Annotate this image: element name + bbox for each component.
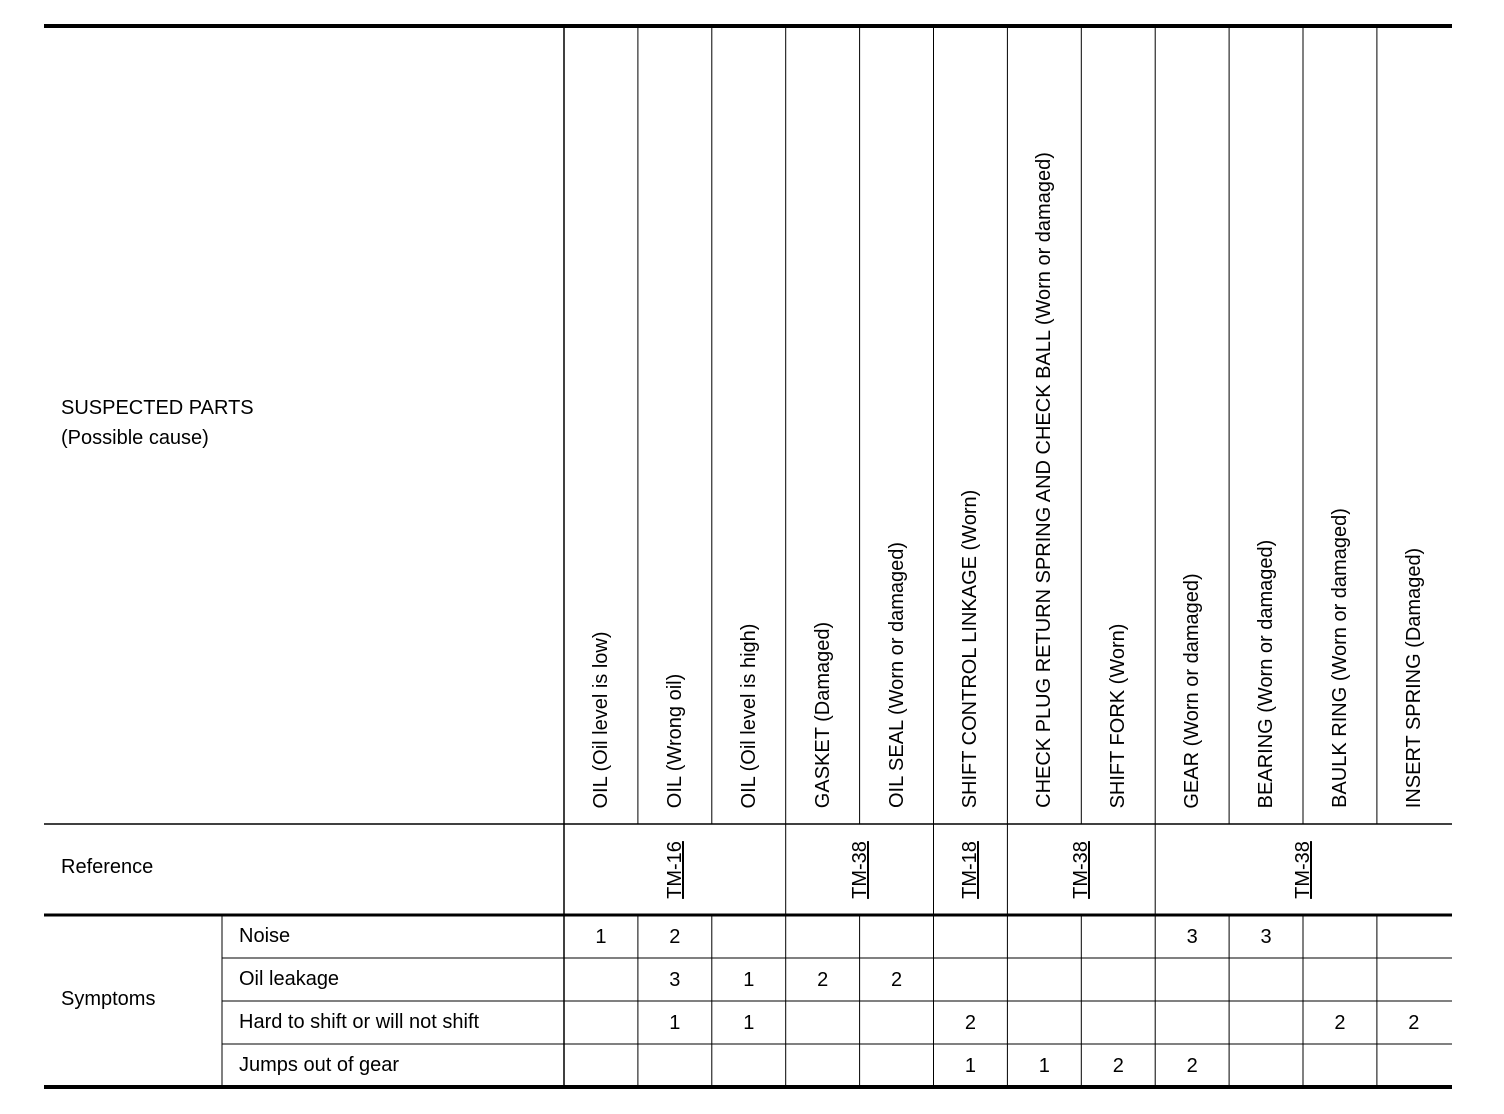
part-header: CHECK PLUG RETURN SPRING AND CHECK BALL (Worn or damaged) xyxy=(1033,152,1056,808)
priority-value: 1 xyxy=(595,925,607,948)
reference-link[interactable]: TM-38 xyxy=(848,841,871,899)
symptom-name: Oil leakage xyxy=(239,968,340,990)
part-header: BAULK RING (Worn or damaged) xyxy=(1328,508,1351,808)
part-header: BEARING (Worn or damaged) xyxy=(1255,539,1278,808)
reference-link[interactable]: TM-16 xyxy=(663,841,686,899)
part-header: SHIFT FORK (Worn) xyxy=(1107,623,1130,808)
priority-value: 2 xyxy=(1186,1054,1198,1077)
symptom-name: Hard to shift or will not shift xyxy=(239,1011,480,1033)
reference-link[interactable]: TM-38 xyxy=(1070,841,1093,899)
priority-value: 1 xyxy=(964,1054,976,1077)
priority-value: 2 xyxy=(1112,1054,1124,1077)
suspected-parts-subtitle: (Possible cause) xyxy=(61,427,209,449)
priority-value: 1 xyxy=(1038,1054,1050,1077)
priority-value: 3 xyxy=(1186,925,1198,948)
part-header: SHIFT CONTROL LINKAGE (Worn) xyxy=(959,489,982,808)
part-header: INSERT SPRING (Damaged) xyxy=(1402,547,1425,809)
reference-label: Reference xyxy=(61,856,154,878)
reference-link[interactable]: TM-38 xyxy=(1292,841,1314,899)
priority-value: 2 xyxy=(1334,1011,1346,1034)
part-header: OIL (Wrong oil) xyxy=(663,673,686,809)
part-header: OIL (Oil level is high) xyxy=(737,623,760,808)
part-header: OIL SEAL (Worn or damaged) xyxy=(885,541,908,809)
part-header: GASKET (Damaged) xyxy=(811,621,834,809)
priority-value: 3 xyxy=(669,968,681,991)
reference-link[interactable]: TM-18 xyxy=(959,841,982,899)
priority-value: 1 xyxy=(743,1011,755,1034)
priority-value: 1 xyxy=(743,968,755,991)
symptoms-label: Symptoms xyxy=(61,988,156,1010)
priority-value: 2 xyxy=(1408,1011,1420,1034)
priority-value: 2 xyxy=(890,968,903,991)
part-header: GEAR (Worn or damaged) xyxy=(1181,572,1204,809)
part-header: OIL (Oil level is low) xyxy=(589,630,612,809)
priority-value: 1 xyxy=(669,1011,681,1034)
suspected-parts-title: SUSPECTED PARTS xyxy=(61,397,254,419)
priority-value: 3 xyxy=(1260,925,1272,948)
priority-value: 2 xyxy=(964,1011,976,1034)
priority-value: 2 xyxy=(817,968,829,991)
symptom-name: Jumps out of gear xyxy=(239,1054,400,1076)
symptom-name: Noise xyxy=(239,925,291,947)
priority-value: 2 xyxy=(669,925,681,948)
